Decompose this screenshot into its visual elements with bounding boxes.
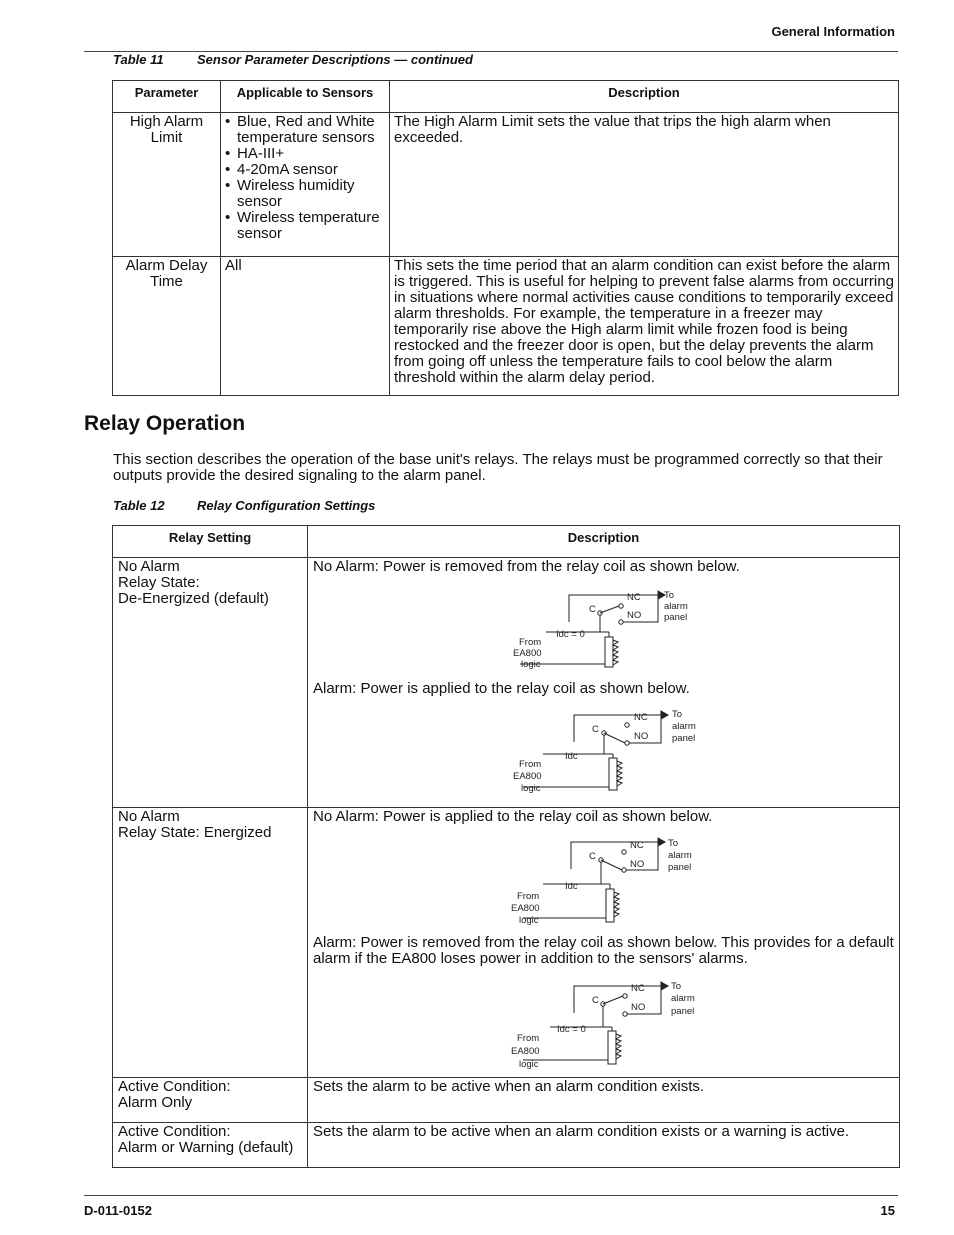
setting-line: Active Condition: [118, 1078, 231, 1095]
param-high-alarm-limit: High Alarm Limit [113, 113, 221, 257]
label-idc: Idc [565, 881, 578, 892]
label-logic: logic [519, 915, 539, 926]
label-from: From [517, 891, 540, 902]
description-cell: Sets the alarm to be active when an alarm condition exists. [308, 1078, 900, 1123]
label-c: C [592, 724, 599, 735]
table11-header-row [113, 81, 899, 113]
relay-diagram-deenergized [503, 575, 693, 675]
section-header: General Information [771, 24, 895, 39]
label-no: NO [634, 731, 649, 742]
setting-line: Active Condition: [118, 1123, 231, 1140]
table12-header-row [113, 526, 900, 558]
label-alarm: alarm [672, 721, 696, 732]
label-c: C [589, 851, 596, 862]
col-applicable-sensors: Applicable to Sensors [221, 81, 390, 113]
section-intro: This section describes the operation of the base unit's relays. The relays must be programmed correctly so that their outputs provide the desired signaling to the alarm panel. [113, 451, 883, 484]
sensors-cell [221, 113, 390, 257]
col-description: Description [308, 526, 900, 558]
page-number: 15 [880, 1203, 895, 1218]
label-panel: panel [664, 612, 688, 623]
row-text-alarm: Alarm: Power is applied to the relay coil as shown below. [313, 680, 690, 697]
sensor-parameter-table [112, 80, 899, 396]
footer-rule [84, 1195, 898, 1196]
label-idc: Idc = 0 [556, 629, 585, 640]
label-alarm: alarm [671, 993, 695, 1004]
setting-cell [113, 808, 308, 1078]
col-description: Description [390, 81, 899, 113]
list-item: • Wireless temperature sensor [225, 210, 385, 242]
col-relay-setting: Relay Setting [113, 526, 308, 558]
label-ea800: EA800 [513, 648, 542, 659]
table-row [113, 113, 899, 257]
table11-number: Table 11 [113, 52, 164, 67]
label-to: To [671, 981, 682, 992]
param-alarm-delay-time: Alarm Delay Time [113, 257, 221, 396]
label-c: C [592, 995, 599, 1006]
table11-title: Sensor Parameter Descriptions — continued [197, 52, 473, 67]
sensor-list [225, 114, 385, 242]
label-nc: NC [627, 592, 641, 603]
label-panel: panel [671, 1006, 695, 1017]
list-item: • Wireless humidity sensor [225, 178, 385, 210]
label-no: NO [627, 610, 642, 621]
table-row [113, 1078, 900, 1123]
label-to: To [668, 838, 679, 849]
label-c: C [589, 604, 596, 615]
label-to: To [672, 709, 683, 720]
label-ea800: EA800 [511, 1046, 540, 1057]
list-item: • HA-III+ [225, 146, 385, 162]
label-alarm: alarm [664, 601, 688, 612]
row-text-no-alarm: No Alarm: Power is applied to the relay coil as shown below. [313, 808, 713, 825]
label-from: From [517, 1033, 540, 1044]
label-from: From [519, 637, 542, 648]
label-no: NO [631, 1002, 646, 1013]
label-idc: Idc [565, 751, 578, 762]
section-title: Relay Operation [84, 412, 246, 435]
table11-caption [113, 52, 473, 67]
setting-line: Alarm or Warning (default) [118, 1139, 294, 1156]
relay-diagram-energized [503, 825, 693, 929]
label-logic: logic [521, 659, 541, 670]
description-cell [308, 808, 900, 1078]
label-idc: Idc = 0 [557, 1024, 586, 1035]
label-nc: NC [631, 983, 645, 994]
label-panel: panel [668, 862, 692, 873]
desc-alarm-delay-time: This sets the time period that an alarm condition can exist before the alarm is triggered. This is useful for helping to prevent false alarms from occurring in situations where normal activities cause conditions to temporarily exceed alarm thresholds. For example, the temperature in a freezer may temporarily rise above the High alarm limit while frozen food is being restocked and the freezer door is open, but the delay prevents the alarm from going off unless the temperature fails to cool below the alarm threshold within the alarm delay period. [390, 257, 899, 396]
table-row [113, 257, 899, 396]
label-to: To [664, 590, 675, 601]
row-text-no-alarm: No Alarm: Power is removed from the relay coil as shown below. [313, 558, 740, 575]
setting-line: No Alarm [118, 558, 180, 575]
setting-line: No Alarm [118, 808, 180, 825]
relay-diagram-deenergized [503, 967, 693, 1071]
label-nc: NC [634, 712, 648, 723]
label-ea800: EA800 [513, 771, 542, 782]
list-item: • 4-20mA sensor [225, 162, 385, 178]
label-nc: NC [630, 840, 644, 851]
sensors-all: All [221, 257, 390, 396]
table12-caption [113, 498, 375, 513]
relay-diagram-energized [503, 697, 696, 797]
row-text-alarm: Alarm: Power is removed from the relay coil as shown below. This provides for a default alarm if the EA800 loses power in addition to the sensors' alarms. [313, 934, 894, 967]
label-panel: panel [672, 733, 696, 744]
label-ea800: EA800 [511, 903, 540, 914]
label-logic: logic [521, 783, 541, 794]
table-row [113, 808, 900, 1078]
table12-title: Relay Configuration Settings [197, 498, 376, 513]
list-item: • Blue, Red and White temperature sensors [225, 114, 385, 146]
setting-line: Relay State: [118, 574, 200, 591]
document-id: D-011-0152 [84, 1203, 152, 1218]
description-cell [308, 558, 900, 808]
table12-number: Table 12 [113, 498, 165, 513]
table-row [113, 558, 900, 808]
desc-high-alarm-limit: The High Alarm Limit sets the value that trips the high alarm when exceeded. [390, 113, 899, 257]
label-no: NO [630, 859, 645, 870]
setting-line: Relay State: Energized [118, 824, 272, 841]
table-row [113, 1123, 900, 1168]
label-logic: logic [519, 1059, 539, 1070]
label-alarm: alarm [668, 850, 692, 861]
relay-config-table [112, 525, 900, 1168]
description-cell: Sets the alarm to be active when an alarm condition exists or a warning is active. [308, 1123, 900, 1168]
setting-line: Alarm Only [118, 1094, 193, 1111]
setting-line: De-Energized (default) [118, 590, 269, 607]
setting-cell [113, 558, 308, 808]
setting-cell [113, 1123, 308, 1168]
setting-cell [113, 1078, 308, 1123]
label-from: From [519, 759, 542, 770]
col-parameter: Parameter [113, 81, 221, 113]
